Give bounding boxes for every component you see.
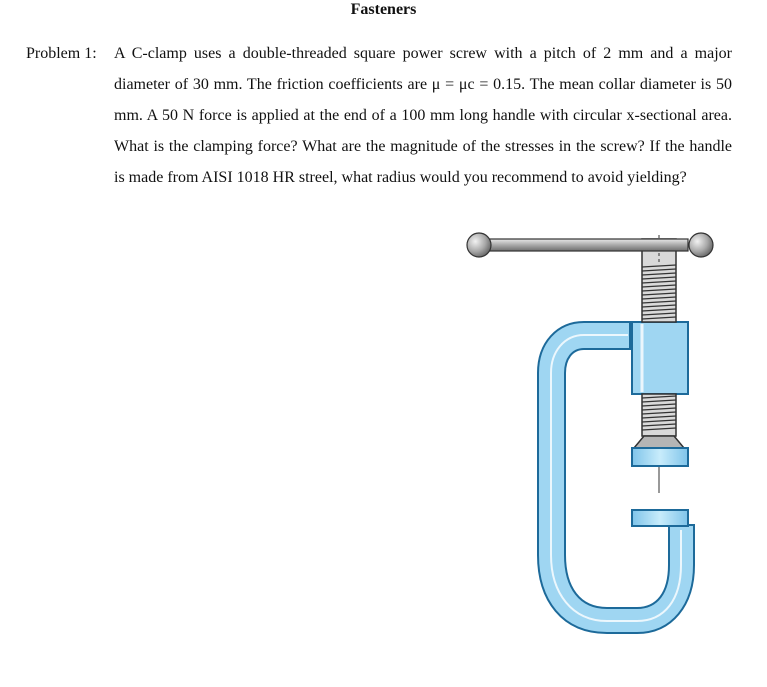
problem-text: A C-clamp uses a double-threaded square power screw with a pitch of 2 mm and a major diameter of 30 mm. The friction coefficients are μ = μc = 0.15. The mean collar diameter is 50 mm. A 50 N force is applied at the end of a 100 mm long handle with circular x-sectional area. What is the clamping force? What are the magnitude of the stresses in the screw? If the handle is made from AISI 1018 HR streel, what radius would you recommend to avoid yielding? [114,45,732,186]
screw-thread-lower [634,394,684,493]
page-title: Fasteners [350,1,417,18]
problem-block [26,38,732,193]
c-clamp-figure [462,225,722,670]
screw-housing [632,322,688,394]
fixed-jaw-pad [632,510,688,526]
swivel-pad [632,448,688,466]
problem-label: Problem 1: [26,45,97,62]
c-clamp-icon [462,225,722,665]
